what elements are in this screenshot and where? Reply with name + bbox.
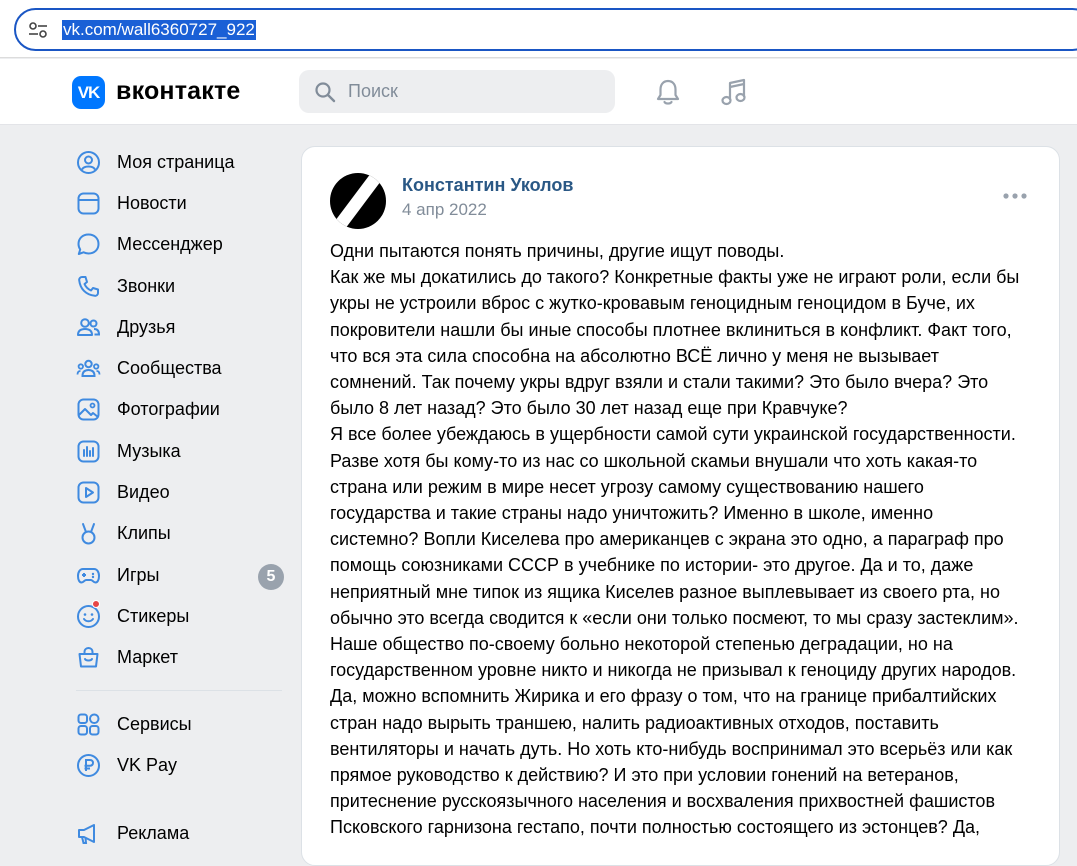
post-text-line: укры не устроили вброс с жутко-кровавым геноцидным геноцидом в Буче, их <box>330 293 975 314</box>
message-icon <box>76 232 101 257</box>
post-text-line: Псковского гарнизона гестапо, почти полностью состоящего из эстонцев? Да, <box>330 817 981 838</box>
post-text-line: обычно это всегда сводится к «если они только посмеют, то мы сразу застеклим». <box>330 607 1019 628</box>
search-placeholder: Поиск <box>348 81 398 101</box>
post-text-line: государства и такие страны надо уничтожить? Именно в школе, именно <box>330 503 934 524</box>
post-text-line: стран надо вырыть траншею, налить радиоактивных отходов, поставить <box>330 712 939 733</box>
post-author-name[interactable]: Константин Уколов <box>402 175 574 195</box>
sidebar-item-label: Реклама <box>117 823 190 843</box>
sidebar-item-label: Музыка <box>117 441 181 461</box>
new-indicator-dot <box>92 600 100 608</box>
communities-icon <box>76 356 101 381</box>
sidebar-divider <box>76 690 282 691</box>
search-icon <box>314 81 336 103</box>
address-bar[interactable] <box>14 8 1077 51</box>
sidebar-item-label: Моя страница <box>117 152 235 172</box>
sidebar-item-stickers[interactable] <box>72 597 287 633</box>
news-icon <box>76 191 101 216</box>
gamepad-icon <box>76 563 101 588</box>
post-text-line: покровители нашли бы иные способы плотнее вклиниться в конфликт. Факт того, <box>330 319 1012 340</box>
sidebar-item-label: Сообщества <box>117 358 222 378</box>
video-icon <box>76 480 101 505</box>
post-text-line: Наше общество по-своему больно некоторой степенью деградации, но на <box>330 634 953 655</box>
phone-icon <box>76 274 101 299</box>
sidebar-item-market[interactable] <box>72 638 287 674</box>
post-text-line: было 8 лет назад? Это было 30 лет назад еще при Кравчуке? <box>330 398 848 419</box>
user-circle-icon <box>76 150 101 175</box>
sidebar-item-video[interactable] <box>72 473 287 509</box>
more-options-icon[interactable] <box>1002 191 1028 201</box>
post-text-line: неприятный мне типок из ящика Киселев разное выплевывает из своего рта, но <box>330 581 1000 602</box>
search-input[interactable] <box>299 70 615 113</box>
sidebar-item-label: Друзья <box>117 317 176 337</box>
post-text-line: сомнений. Так почему укры вдруг взяли и стали такими? Это было вчера? Это <box>330 372 989 393</box>
post-text-line: государственном уровне никто и никогда не призывал к геноциду других народов. <box>330 660 1017 681</box>
sidebar-item-label: Мессенджер <box>117 234 223 254</box>
sidebar-item-services[interactable] <box>72 705 287 741</box>
sidebar-item-label: Игры <box>117 565 160 585</box>
sidebar-item-communities[interactable] <box>72 349 287 385</box>
post-text-line: Как же мы докатились до такого? Конкретные факты уже не играют роли, если бы <box>330 267 1020 288</box>
sidebar-item-vkpay[interactable] <box>72 746 287 782</box>
sidebar-item-label: Маркет <box>117 647 178 667</box>
site-settings-icon[interactable] <box>28 21 48 39</box>
sidebar-item-messenger[interactable] <box>72 225 287 261</box>
post-text-line: прямое руководство к действию? И это при условии гонений на ветеранов, <box>330 765 959 786</box>
friends-icon <box>76 315 101 340</box>
megaphone-icon <box>76 821 101 846</box>
post-text-line: вентиляторы и начать дуть. Но хоть кто-нибудь воспринимал это всерьёз или как <box>330 738 1013 759</box>
sidebar-item-label: Видео <box>117 482 170 502</box>
author-avatar[interactable] <box>330 173 386 229</box>
post-text-line: Разве хотя бы кому-то из нас со школьной скамьи внушали что хоть какая-то <box>330 450 978 471</box>
post-text-line: что вся эта сила способна на абсолютно ВСЁ лично у меня не вызывает <box>330 345 939 366</box>
games-badge: 5 <box>258 564 284 590</box>
post-date[interactable]: 4 апр 2022 <box>402 200 487 219</box>
bell-icon[interactable] <box>653 77 683 107</box>
sidebar-item-friends[interactable] <box>72 308 287 344</box>
browser-toolbar <box>0 0 1077 58</box>
market-icon <box>76 645 101 670</box>
sidebar-item-label: Фотографии <box>117 399 220 419</box>
sidebar-item-photos[interactable] <box>72 390 287 426</box>
sidebar-item-label: Стикеры <box>117 606 190 626</box>
post-text-line: притеснение русскоязычного населения и восхваления прихвостней фашистов <box>330 791 996 812</box>
post-text-line: помощь союзниками СССР в учебнике по истории- это другое. Да и то, даже <box>330 555 974 576</box>
sidebar-item-label: Сервисы <box>117 714 192 734</box>
post-text-line: страна или режим в мире несет угрозу самому существованию нашего <box>330 476 924 497</box>
vk-logo-icon[interactable]: VK <box>72 76 105 109</box>
post-text-line: Я все более убеждаюсь в ущербности самой сути украинской государственности. <box>330 424 1016 445</box>
vkpay-icon <box>76 753 101 778</box>
services-icon <box>76 712 101 737</box>
vk-wordmark[interactable]: вконтакте <box>116 77 241 105</box>
sidebar-item-games[interactable] <box>72 556 287 592</box>
sidebar-item-music[interactable] <box>72 432 287 468</box>
post-text-line: Одни пытаются понять причины, другие ищут поводы. <box>330 241 785 261</box>
photo-icon <box>76 397 101 422</box>
sidebar-item-label: Клипы <box>117 523 171 543</box>
sidebar-item-my-page[interactable] <box>72 143 287 179</box>
sidebar-item-calls[interactable] <box>72 267 287 303</box>
post-text-line: Да, можно вспомнить Жирика и его фразу о том, что на границе прибалтийских <box>330 686 997 707</box>
url-text[interactable]: vk.com/wall6360727_922 <box>63 20 255 39</box>
sidebar-item-label: VK Pay <box>117 755 178 775</box>
sidebar-item-label: Новости <box>117 193 187 213</box>
clips-icon <box>76 521 101 546</box>
sidebar-item-label: Звонки <box>117 276 176 296</box>
music-note-icon[interactable] <box>718 76 750 108</box>
sidebar-item-ads[interactable] <box>72 814 287 850</box>
sidebar-item-news[interactable] <box>72 184 287 220</box>
post-text <box>330 238 1042 841</box>
post-text-line: системно? Вопли Киселева про американцев с экрана это одно, а параграф про <box>330 529 1004 550</box>
music-icon <box>76 439 101 464</box>
sidebar-item-clips[interactable] <box>72 514 287 550</box>
vk-header <box>0 59 1077 125</box>
wall-post <box>301 146 1060 866</box>
